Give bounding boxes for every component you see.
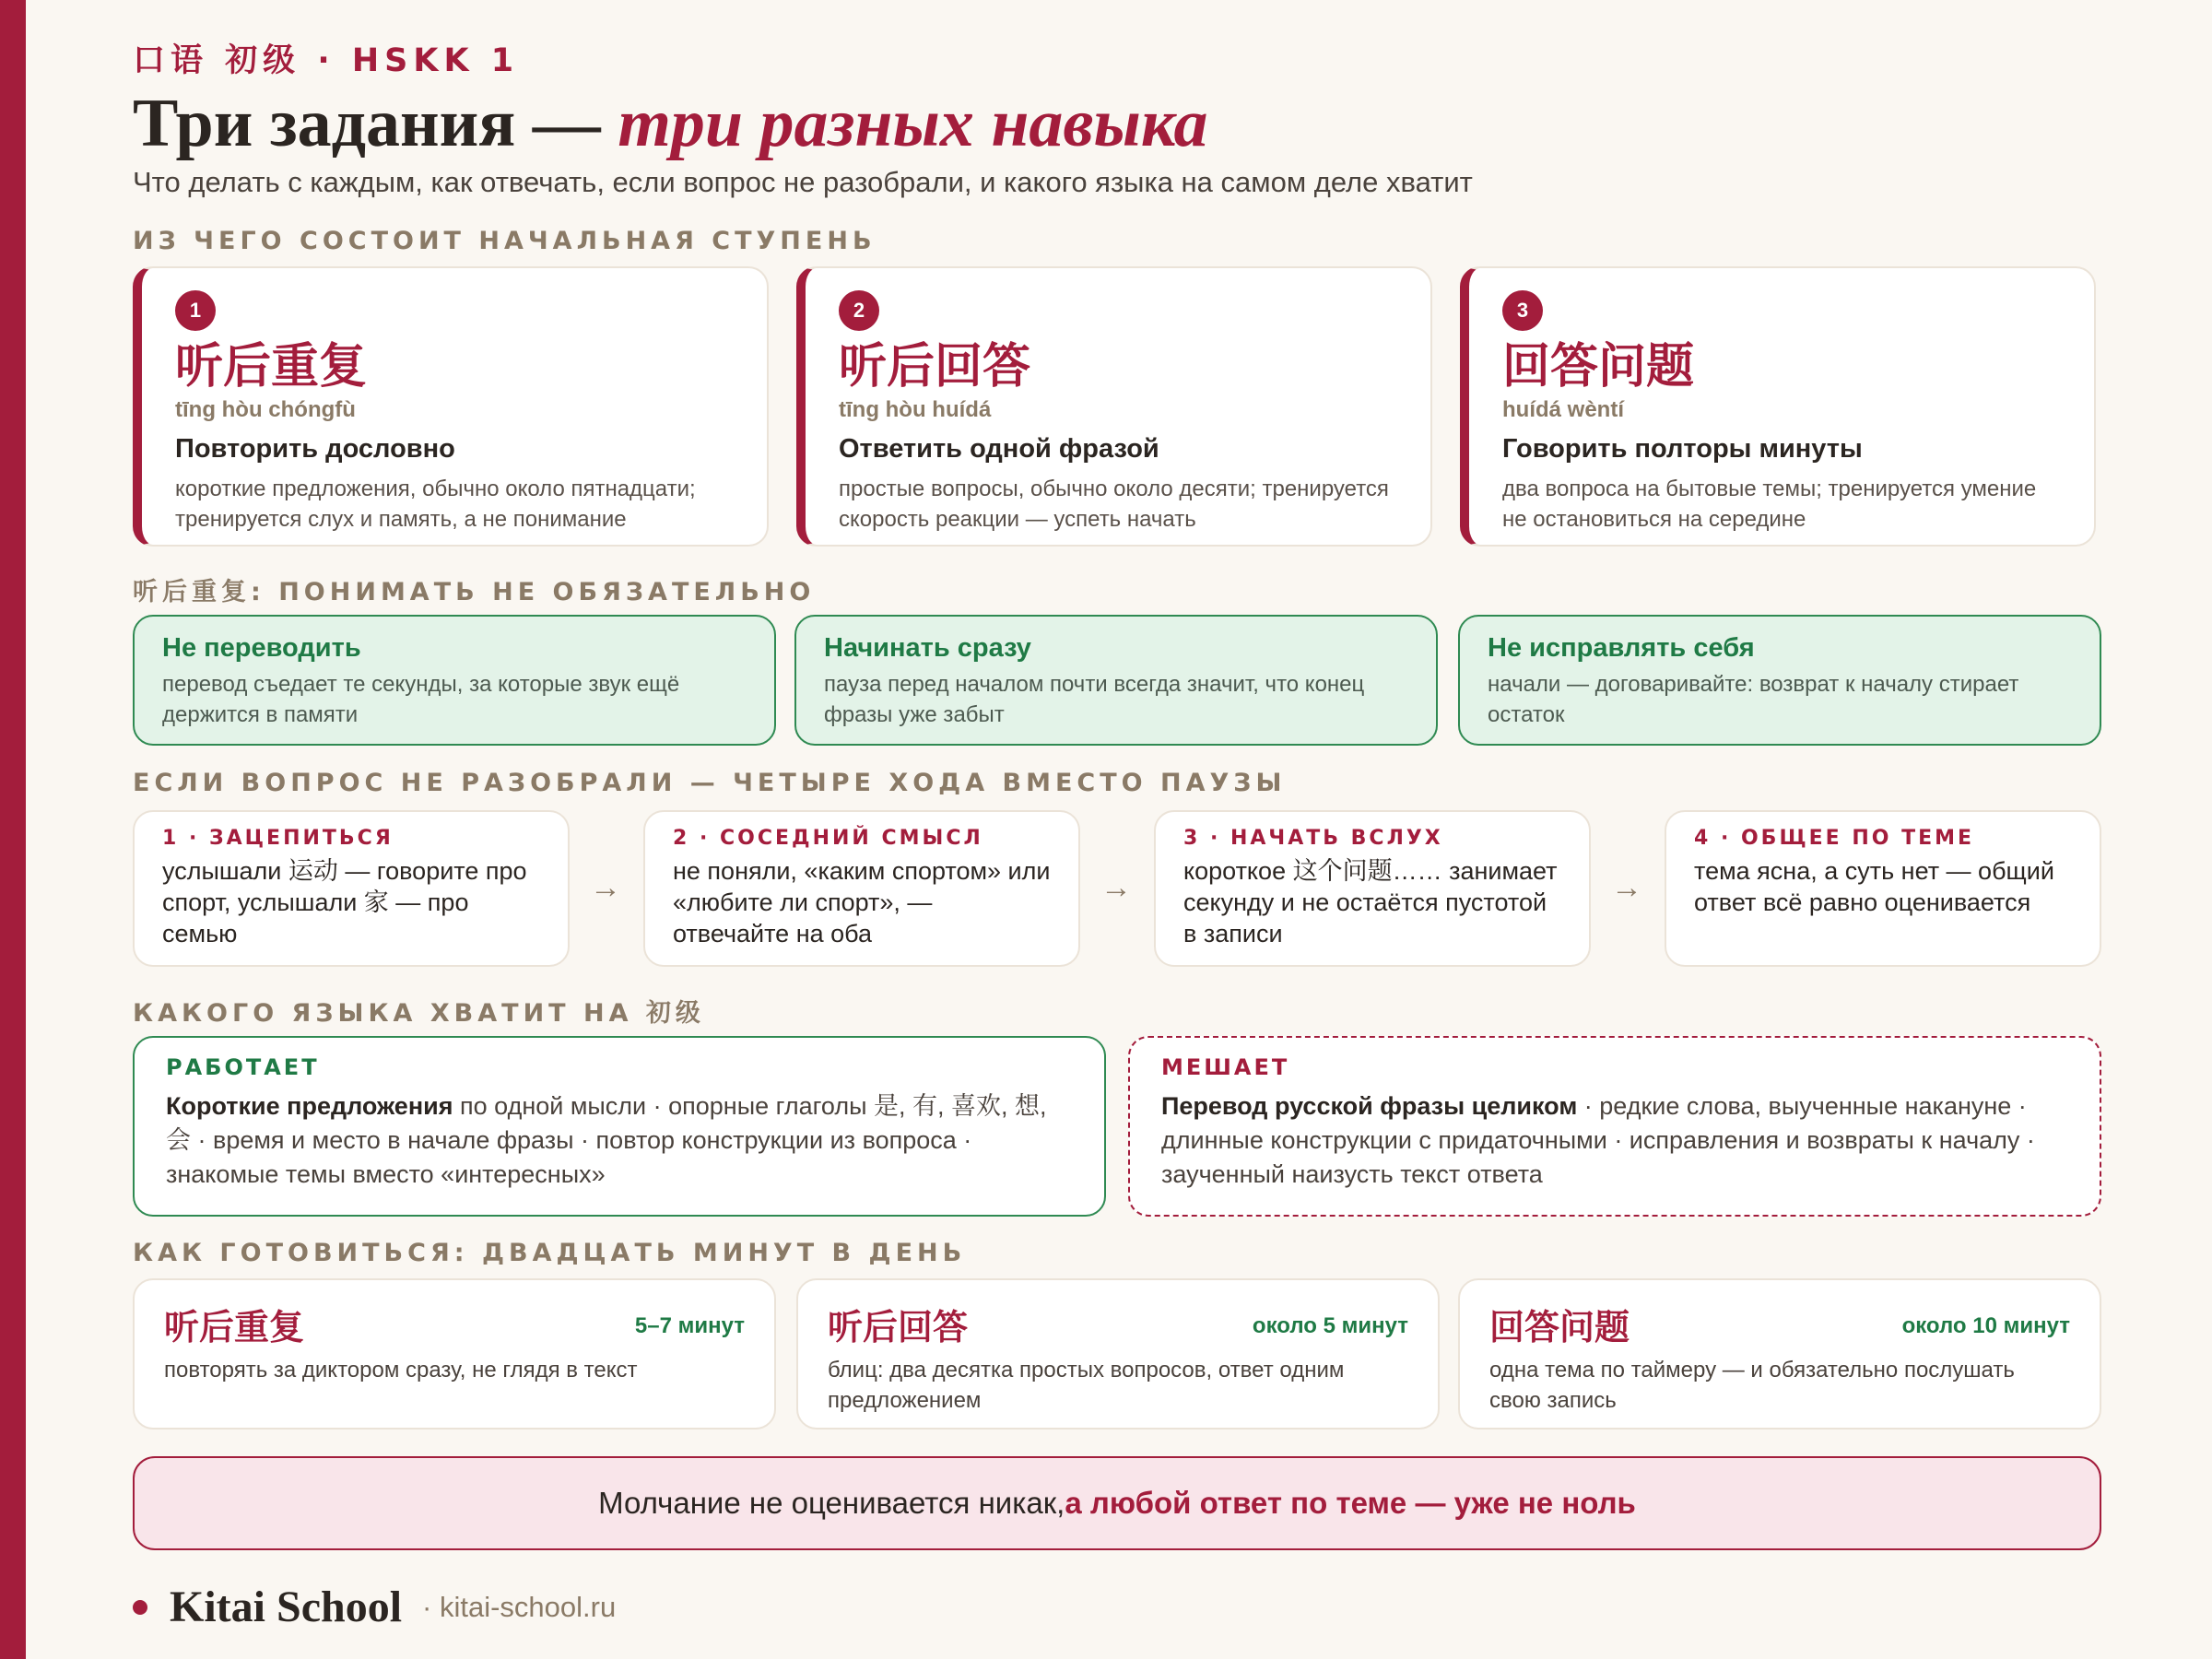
task-card-1 xyxy=(133,266,769,547)
move-text: короткое 这个问题…… занимает секунду и не остаётся пустотой в записи xyxy=(1183,857,1558,947)
move-text: услышали 运动 — говорите про спорт, услышали 家 — про семью xyxy=(162,857,527,947)
arrow-right-icon: → xyxy=(1100,870,1132,905)
task-chinese-title: 回答问题 xyxy=(1502,339,1695,394)
task-heading: Повторить дословно xyxy=(175,434,455,464)
language-hinders-bold: Перевод русской фразы целиком xyxy=(1161,1092,1578,1120)
tip-card-1 xyxy=(133,615,776,746)
language-works-label: РАБОТАЕТ xyxy=(166,1054,320,1080)
task-number-badge: 3 xyxy=(1502,290,1543,331)
section-label-prep: КАК ГОТОВИТЬСЯ: ДВАДЦАТЬ МИНУТ В ДЕНЬ xyxy=(133,1239,967,1267)
key-takeaway-banner xyxy=(133,1456,2101,1550)
move-card-1 xyxy=(133,810,570,967)
move-card-2 xyxy=(643,810,1080,967)
tip-title: Не исправлять себя xyxy=(1488,633,1755,663)
language-hinders-label: МЕШАЕТ xyxy=(1161,1054,1290,1080)
prep-chinese-title: 回答问题 xyxy=(1489,1307,1630,1347)
task-pinyin: tīng hòu chóngfù xyxy=(175,397,356,422)
move-heading: 4 · ОБЩЕЕ ПО ТЕМЕ xyxy=(1694,827,1975,850)
language-works-bold: Короткие предложения xyxy=(166,1092,453,1120)
task-card-3 xyxy=(1460,266,2096,547)
tip-description: начали — договаривайте: возврат к началу стирает остаток xyxy=(1488,672,2019,727)
tip-card-3 xyxy=(1458,615,2101,746)
tip-description: перевод съедает те секунды, за которые звук ещё держится в памяти xyxy=(162,672,680,727)
task-chinese-title: 听后重复 xyxy=(175,339,368,394)
language-works-text xyxy=(166,1089,1073,1192)
prep-duration: около 10 минут xyxy=(1901,1313,2070,1338)
task-description: простые вопросы, обычно около десяти; тренируется скорость реакции — успеть начать xyxy=(839,477,1389,532)
prep-chinese-title: 听后回答 xyxy=(828,1307,969,1347)
prep-duration: около 5 минут xyxy=(1252,1313,1408,1338)
task-chinese-title: 听后回答 xyxy=(839,339,1031,394)
prep-chinese-title: 听后重复 xyxy=(164,1307,305,1347)
task-pinyin: huídá wèntí xyxy=(1502,397,1624,422)
title-main: Три задания — xyxy=(133,86,618,161)
task-card-2 xyxy=(796,266,1432,547)
page-title xyxy=(133,85,1207,163)
language-hinders-rest: · редкие слова, выученные накануне · длинные конструкции с придаточными · исправления и возвраты к началу · заученный наизусть текст ответа xyxy=(1161,1092,2035,1188)
task-description: два вопроса на бытовые темы; тренируется умение не остановиться на середине xyxy=(1502,477,2037,532)
prep-description: повторять за диктором сразу, не глядя в текст xyxy=(164,1358,638,1382)
task-number-badge: 1 xyxy=(175,290,216,331)
section-label-repeat-tips: 听后重复: ПОНИМАТЬ НЕ ОБЯЗАТЕЛЬНО xyxy=(133,578,816,606)
title-accent: три разных навыка xyxy=(618,86,1208,161)
left-accent-stripe xyxy=(0,0,26,1659)
banner-text: Молчание не оценивается никак, xyxy=(598,1486,1065,1520)
language-hinders-panel xyxy=(1128,1036,2101,1217)
prep-card-3 xyxy=(1458,1278,2101,1430)
language-works-panel xyxy=(133,1036,1106,1217)
tip-title: Не переводить xyxy=(162,633,361,663)
prep-description: одна тема по таймеру — и обязательно послушать свою запись xyxy=(1489,1358,2015,1413)
move-card-3 xyxy=(1154,810,1591,967)
move-heading: 2 · СОСЕДНИЙ СМЫСЛ xyxy=(673,827,983,850)
move-card-4 xyxy=(1665,810,2101,967)
brand-dot-icon xyxy=(133,1600,147,1615)
arrow-right-icon: → xyxy=(590,870,621,905)
kicker: 口语 初级 · HSKK 1 xyxy=(133,42,520,79)
move-heading: 1 · ЗАЦЕПИТЬСЯ xyxy=(162,827,394,850)
task-number-badge: 2 xyxy=(839,290,879,331)
task-heading: Говорить полторы минуты xyxy=(1502,434,1863,464)
tip-title: Начинать сразу xyxy=(824,633,1031,663)
task-heading: Ответить одной фразой xyxy=(839,434,1159,464)
prep-card-2 xyxy=(796,1278,1440,1430)
brand-url: · kitai-school.ru xyxy=(422,1590,617,1623)
task-pinyin: tīng hòu huídá xyxy=(839,397,992,422)
language-works-rest: по одной мысли · опорные глаголы 是, 有, 喜欢, 想, 会 · время и место в начале фразы · повтор конструкции из вопроса · знакомые темы вместо «интересных» xyxy=(166,1092,1047,1188)
move-text: тема ясна, а суть нет — общий ответ всё равно оценивается xyxy=(1694,857,2054,916)
banner-highlight: а любой ответ по теме — уже не ноль xyxy=(1065,1486,1636,1520)
prep-duration: 5–7 минут xyxy=(634,1313,745,1338)
section-label-structure: ИЗ ЧЕГО СОСТОИТ НАЧАЛЬНАЯ СТУПЕНЬ xyxy=(133,227,877,255)
arrow-right-icon: → xyxy=(1611,870,1642,905)
section-label-language: КАКОГО ЯЗЫКА ХВАТИТ НА 初级 xyxy=(133,999,705,1028)
tip-description: пауза перед началом почти всегда значит, что конец фразы уже забыт xyxy=(824,672,1365,727)
prep-card-1 xyxy=(133,1278,776,1430)
move-heading: 3 · НАЧАТЬ ВСЛУХ xyxy=(1183,827,1443,850)
brand-name: Kitai School xyxy=(170,1583,403,1631)
section-label-moves: ЕСЛИ ВОПРОС НЕ РАЗОБРАЛИ — ЧЕТЫРЕ ХОДА ВМЕСТО ПАУЗЫ xyxy=(133,769,1287,797)
prep-description: блиц: два десятка простых вопросов, ответ одним предложением xyxy=(828,1358,1345,1413)
tip-card-2 xyxy=(794,615,1438,746)
task-description: короткие предложения, обычно около пятнадцати; тренируется слух и память, а не понимание xyxy=(175,477,696,532)
page-subtitle: Что делать с каждым, как отвечать, если вопрос не разобрали, и какого языка на самом деле хватит xyxy=(133,166,1473,198)
move-text: не поняли, «каким спортом» или «любите ли спорт», — отвечайте на оба xyxy=(673,857,1051,947)
language-hinders-text xyxy=(1161,1089,2068,1192)
footer xyxy=(133,1582,616,1632)
